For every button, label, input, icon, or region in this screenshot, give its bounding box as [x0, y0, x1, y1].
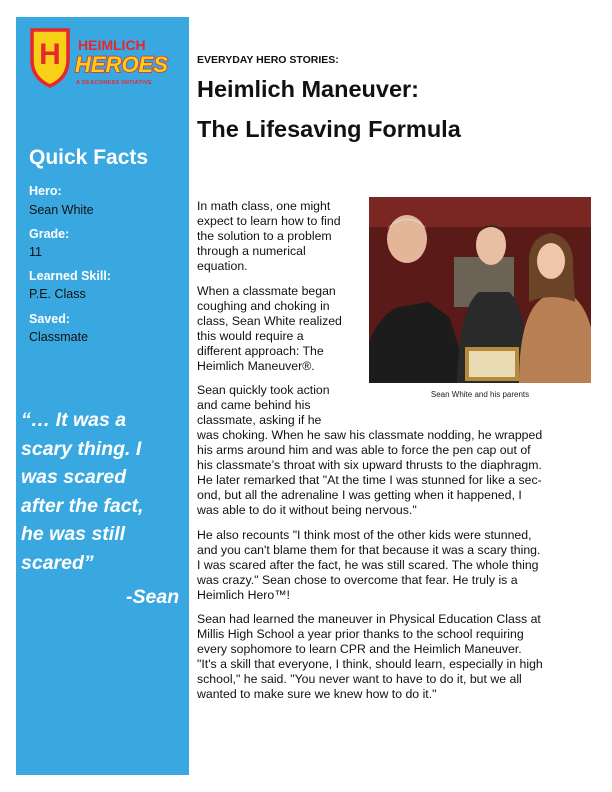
- quote-line: scary thing. I: [21, 437, 142, 460]
- quote-line: scared”: [21, 551, 94, 574]
- article-paragraph-5: [197, 612, 593, 702]
- text-line: Millis High School a year prior thanks to the school requiring: [197, 627, 524, 641]
- text-line: He also recounts "I think most of the other kids were stunned,: [197, 528, 532, 542]
- text-line: Sean had learned the maneuver in Physical Education Class at: [197, 612, 541, 626]
- text-line: his classmate’s throat with six upward thrusts to the diaphragm.: [197, 458, 542, 472]
- quote-line: after the fact,: [21, 494, 144, 517]
- quote-line: he was still: [21, 523, 126, 545]
- fact-value-skill: P.E. Class: [29, 287, 86, 301]
- hero-photo: [369, 197, 591, 383]
- text-line: Heimlich Maneuver®.: [197, 359, 315, 373]
- text-line: school," he said. "You never want to have to do it, but we all: [197, 672, 522, 686]
- hero-photo-illustration: [369, 197, 591, 383]
- text-line: this would require a: [197, 329, 304, 343]
- fact-value-grade: 11: [29, 245, 42, 259]
- article-paragraph-2: [197, 284, 365, 374]
- text-line: different approach: The: [197, 344, 324, 358]
- quick-facts-sidebar: [16, 17, 189, 775]
- text-line: every sophomore to learn CPR and the Heimlich Maneuver.: [197, 642, 522, 656]
- fact-value-saved: Classmate: [29, 330, 89, 344]
- pull-quote: [21, 406, 189, 577]
- text-line: wanted to make sure we knew how to do it.": [197, 687, 437, 701]
- logo-top-word: HEIMLICH: [78, 37, 146, 53]
- quote-attribution: -Sean: [126, 586, 180, 608]
- fact-value-hero: Sean White: [29, 203, 94, 217]
- text-line: and you can't blame them for that because it was a scary thing.: [197, 543, 541, 557]
- fact-label-skill: Learned Skill:: [29, 269, 111, 283]
- text-line: and came behind his: [197, 398, 311, 412]
- text-line: the solution to a problem: [197, 229, 332, 243]
- fact-label-hero: Hero:: [29, 184, 62, 198]
- quick-facts-title: Quick Facts: [29, 146, 149, 169]
- text-line: Heimlich Hero™!: [197, 588, 290, 602]
- headline-line-2: The Lifesaving Formula: [197, 116, 461, 142]
- text-line: equation.: [197, 259, 248, 273]
- text-line: class, Sean White realized: [197, 314, 342, 328]
- text-line: through a numerical: [197, 244, 306, 258]
- text-line: When a classmate began: [197, 284, 336, 298]
- text-line: classmate, asking if he: [197, 413, 322, 427]
- fact-label-saved: Saved:: [29, 312, 70, 326]
- text-line: He later remarked that "At the time I was stunned for like a sec-: [197, 473, 542, 487]
- text-line: I was scared after the fact, he was still scared. The whole thing: [197, 558, 539, 572]
- logo-main-word: HEROES: [75, 52, 168, 77]
- text-line: ond, but all the adrenaline I was getting when it happened, I: [197, 488, 522, 502]
- photo-caption: Sean White and his parents: [430, 390, 530, 399]
- text-line: "It's a skill that everyone, I think, should learn, especially in high: [197, 657, 543, 671]
- article-paragraph-1: [197, 199, 365, 274]
- text-line: was able to do it without being nervous.": [197, 503, 417, 517]
- text-line: coughing and choking in: [197, 299, 330, 313]
- text-line: In math class, one might: [197, 199, 331, 213]
- logo-letter: H: [39, 38, 61, 71]
- text-line: was crazy." Sean chose to overcome that fear. He truly is a: [197, 573, 518, 587]
- logo-tagline: A DEACONESS INITIATIVE: [76, 80, 152, 86]
- article-kicker: EVERYDAY HERO STORIES:: [197, 54, 339, 66]
- quote-line: “… It was a: [21, 409, 127, 431]
- headline-line-1: Heimlich Maneuver:: [197, 76, 420, 102]
- article-paragraph-4: [197, 528, 593, 603]
- quote-line: was scared: [21, 466, 127, 488]
- text-line: Sean quickly took action: [197, 383, 330, 397]
- text-line: his arms around him and was able to force the pen cap out of: [197, 443, 531, 457]
- article-paragraph-3: [197, 383, 593, 518]
- text-line: expect to learn how to find: [197, 214, 341, 228]
- fact-label-grade: Grade:: [29, 227, 70, 241]
- text-line: was choking. When he saw his classmate nodding, he wrapped: [197, 428, 543, 442]
